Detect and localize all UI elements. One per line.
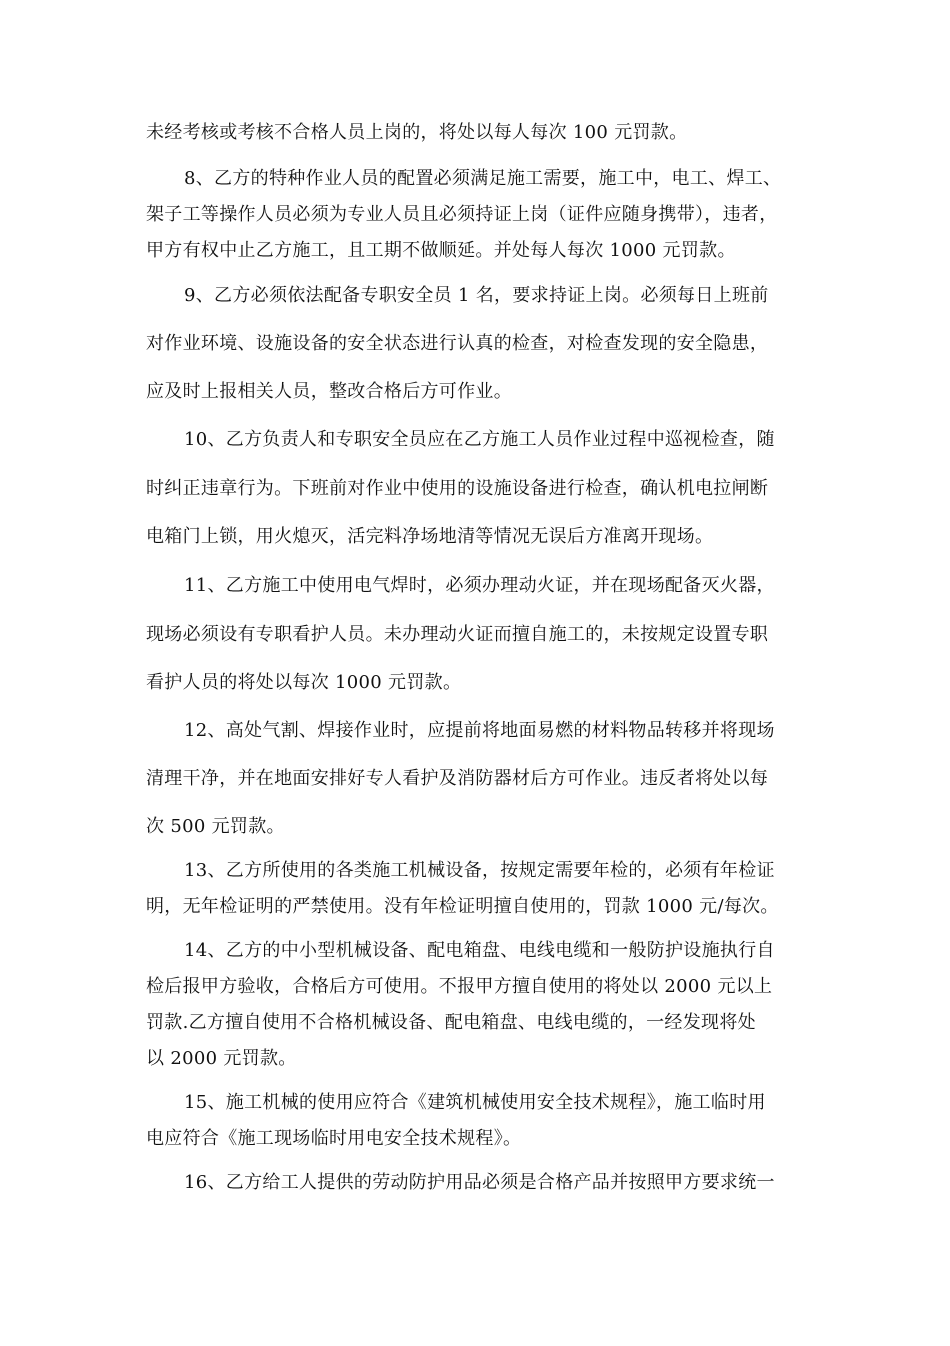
text-line: 10、乙方负责人和专职安全员应在乙方施工人员作业过程中巡视检查，随 <box>184 429 775 450</box>
text-line: 16、乙方给工人提供的劳动防护用品必须是合格产品并按照甲方要求统一 <box>184 1172 775 1193</box>
text-line: 应及时上报相关人员，整改合格后方可作业。 <box>146 381 512 402</box>
text-line: 13、乙方所使用的各类施工机械设备，按规定需要年检的，必须有年检证 <box>184 860 775 881</box>
text-line: 看护人员的将处以每次 1000 元罚款。 <box>146 672 462 693</box>
text-line: 甲方有权中止乙方施工，且工期不做顺延。并处每人每次 1000 元罚款。 <box>146 240 736 261</box>
text-line: 11、乙方施工中使用电气焊时，必须办理动火证，并在现场配备灭火器， <box>184 575 775 596</box>
text-line: 未经考核或考核不合格人员上岗的，将处以每人每次 100 元罚款。 <box>146 122 688 143</box>
text-line: 明，无年检证明的严禁使用。没有年检证明擅自使用的，罚款 1000 元/每次。 <box>146 896 779 917</box>
text-line: 电应符合《施工现场临时用电安全技术规程》。 <box>146 1128 522 1149</box>
text-line: 清理干净，并在地面安排好专人看护及消防器材后方可作业。违反者将处以每 <box>146 768 769 789</box>
text-line: 次 500 元罚款。 <box>146 816 285 837</box>
text-line: 8、乙方的特种作业人员的配置必须满足施工需要，施工中，电工、焊工、 <box>184 168 782 189</box>
text-line: 14、乙方的中小型机械设备、配电箱盘、电线电缆和一般防护设施执行自 <box>184 940 775 961</box>
text-line: 电箱门上锁，用火熄灭，活完料净场地清等情况无误后方准离开现场。 <box>146 526 714 547</box>
text-line: 以 2000 元罚款。 <box>146 1048 297 1069</box>
text-line: 时纠正违章行为。下班前对作业中使用的设施设备进行检查，确认机电拉闸断 <box>146 478 769 499</box>
text-line: 检后报甲方验收，合格后方可使用。不报甲方擅自使用的将处以 2000 元以上 <box>146 976 773 997</box>
text-line: 12、高处气割、焊接作业时，应提前将地面易燃的材料物品转移并将现场 <box>184 720 775 741</box>
text-line: 罚款.乙方擅自使用不合格机械设备、配电箱盘、电线电缆的，一经发现将处 <box>146 1012 756 1033</box>
text-line: 对作业环境、设施设备的安全状态进行认真的检查，对检查发现的安全隐患， <box>146 333 769 354</box>
text-line: 现场必须设有专职看护人员。未办理动火证而擅自施工的，未按规定设置专职 <box>146 624 769 645</box>
text-line: 架子工等操作人员必须为专业人员且必须持证上岗（证件应随身携带），违者， <box>146 204 778 225</box>
text-line: 15、施工机械的使用应符合《建筑机械使用安全技术规程》，施工临时用 <box>184 1092 766 1113</box>
text-line: 9、乙方必须依法配备专职安全员 1 名，要求持证上岗。必须每日上班前 <box>184 285 769 306</box>
